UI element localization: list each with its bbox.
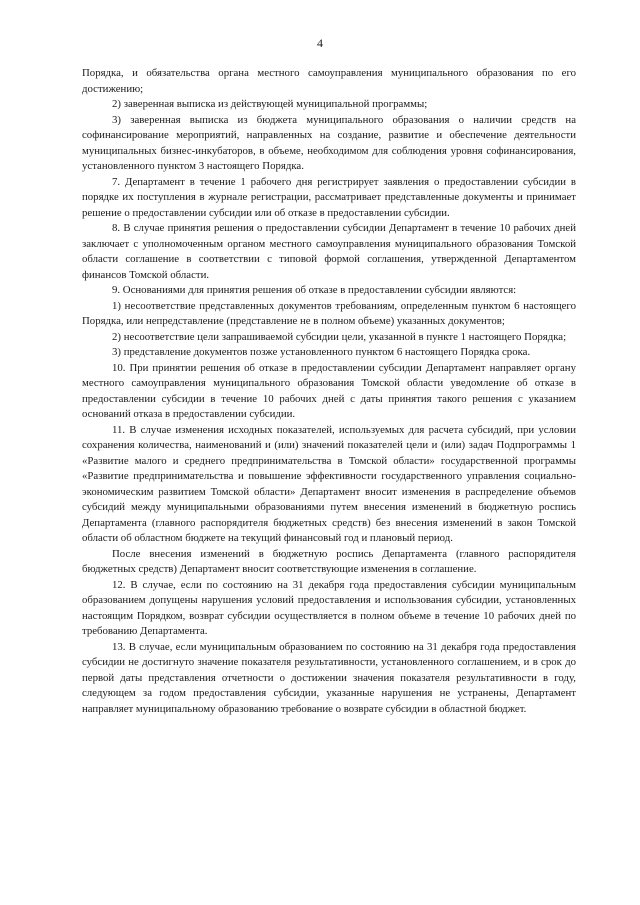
paragraph: 11. В случае изменения исходных показателей, используемых для расчета субсидий, при условии сохранения количества, наименований и (или) значений показателей цели и (или) задач Подпрограммы 1 «Развитие малого и среднего предпринимательства в Томской области» государственной программы «Развитие предпринимательства и повышение эффективности государственного управления социально-экономическим развитием Томской области» Департамент вносит изменения в распределение объемов субсидий между муниципальными образованиями путем внесения изменений в бюджетную роспись Департамента (главного распорядителя бюджетных средств) без внесения изменений в закон Томской области об областном бюджете на текущий финансовый год и плановый период. xyxy=(82,423,576,544)
page-number: 4 xyxy=(317,36,323,50)
paragraph: 9. Основаниями для принятия решения об отказе в предоставлении субсидии являются: xyxy=(112,284,517,296)
paragraph: 8. В случае принятия решения о предоставлении субсидии Департамент в течение 10 рабочих дней заключает с уполномоченным органом местного самоуправления муниципального образования Томской области соглашение в соответствии с типовой формой соглашения, утвержденной Департаментом финансов Томской области. xyxy=(82,222,576,281)
paragraph: 1) несоответствие представленных документов требованиям, определенным пунктом 6 настоящего Порядка, или непредставление (представление не в полном объеме) указанных документов; xyxy=(82,299,576,327)
document-body xyxy=(82,66,576,717)
paragraph: После внесения изменений в бюджетную роспись Департамента (главного распорядителя бюджетных средств) Департамент вносит соответствующие изменения в соглашение. xyxy=(82,547,576,575)
paragraph: 3) представление документов позже установленного пунктом 6 настоящего Порядка срока. xyxy=(112,346,531,358)
paragraph: 12. В случае, если по состоянию на 31 декабря года предоставления субсидии муниципальным образованием допущены нарушения условий предоставления и использования субсидии, установленных настоящим Порядком, возврат субсидии осуществляется в полном объеме в течение 10 рабочих дней по требованию Департамента. xyxy=(82,578,576,637)
paragraph: 7. Департамент в течение 1 рабочего дня регистрирует заявления о предоставлении субсидии в порядке их поступления в журнале регистрации, рассматривает представленные документы и принимает решение о предоставлении субсидии или об отказе в предоставлении субсидии. xyxy=(82,175,576,219)
paragraph: 2) несоответствие цели запрашиваемой субсидии цели, указанной в пункте 1 настоящего Порядка; xyxy=(112,330,567,343)
paragraph: 13. В случае, если муниципальным образованием по состоянию на 31 декабря года предоставления субсидии не достигнуто значение показателя результативности, установленного соглашением, и в срок до первой даты представления отчетности о достижении значения показателя результативности в году, следующем за годом предоставления субсидии, указанные нарушения не устранены, Департамент направляет муниципальному образованию требование о возврате субсидии в областной бюджет. xyxy=(82,640,576,715)
paragraph: Порядка, и обязательства органа местного самоуправления муниципального образования по его достижению; xyxy=(82,67,576,95)
paragraph: 2) заверенная выписка из действующей муниципальной программы; xyxy=(112,98,428,110)
paragraph: 10. При принятии решения об отказе в предоставлении субсидии Департамент направляет органу местного самоуправления муниципального образования Томской области уведомление об отказе в предоставлении субсидии в течение 10 рабочих дней с даты принятия такого решения с указанием оснований отказа в предоставлении субсидии. xyxy=(82,361,576,420)
paragraph: 3) заверенная выписка из бюджета муниципального образования о наличии средств на софинансирование мероприятий, направленных на создание, развитие и обеспечение деятельности муниципальных бизнес-инкубаторов, в объеме, необходимом для соблюдения уровня софинансирования, установленного пунктом 3 настоящего Порядка. xyxy=(82,113,576,172)
